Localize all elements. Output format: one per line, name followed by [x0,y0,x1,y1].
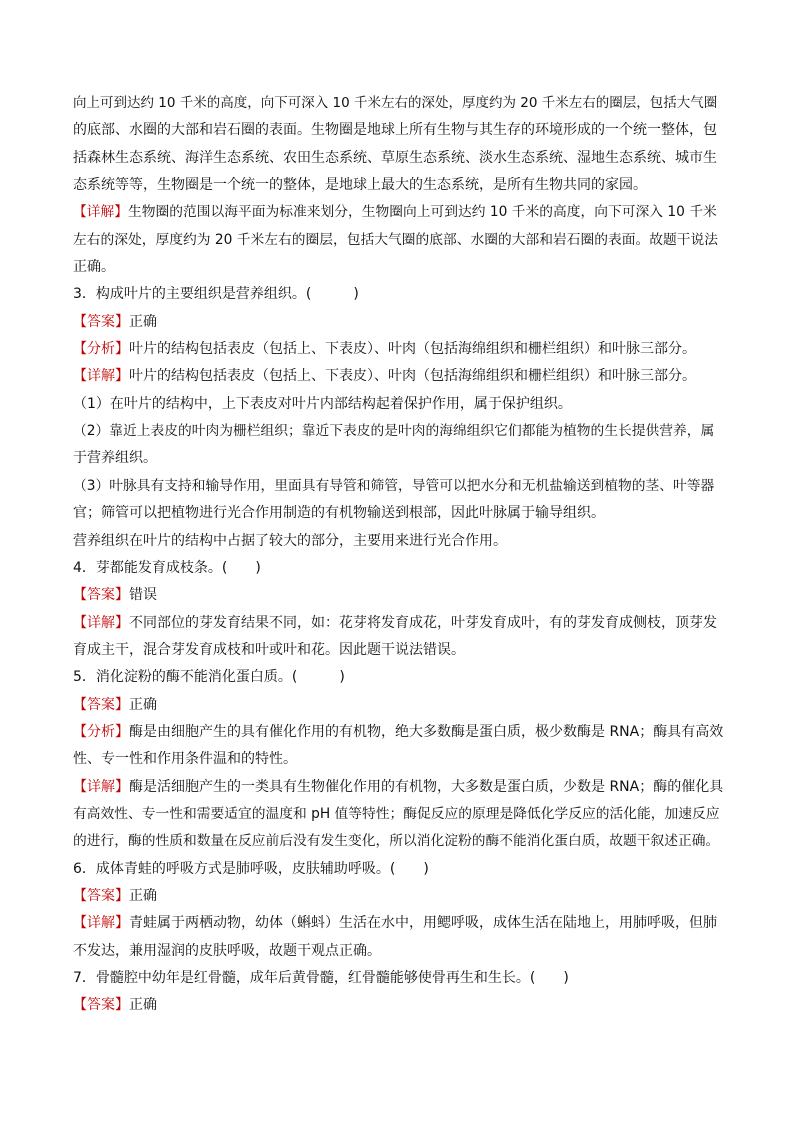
text-line [73,719,723,746]
line-text: 正确 [129,313,157,330]
text-line [73,610,723,637]
section-tag: 【详解】 [73,778,129,795]
text-line [73,664,723,691]
text-line [73,363,723,390]
line-text: 的底部、水圈的大部和岩石圈的表面。生物圈是地球上所有生物与其生存的环境形成的一个统一整体，包 [73,122,717,139]
section-tag: 【详解】 [73,368,129,385]
line-text: 3．构成叶片的主要组织是营养组织。( ) [73,286,359,303]
line-text: 叶片的结构包括表皮（包括上、下表皮）、叶肉（包括海绵组织和栅栏组织）和叶脉三部分。 [129,368,696,385]
line-text: （1）在叶片的结构中，上下表皮对叶片内部结构起着保护作用，属于保护组织。 [73,395,572,412]
text-line [73,555,723,582]
line-text: 4．芽都能发育成枝条。( ) [73,559,261,576]
line-text: 酶是由细胞产生的具有催化作用的有机物，绝大多数酶是蛋白质，极少数酶是 RNA；酶具有高效 [129,723,724,740]
line-text: 酶是活细胞产生的一类具有生物催化作用的有机物，大多数是蛋白质，少数是 RNA；酶的催化具 [129,778,724,795]
section-tag: 【答案】 [73,696,129,713]
text-line [73,582,723,609]
line-text: 正确 [129,997,157,1014]
text-line [73,90,723,117]
line-text: 不发达，兼用湿润的皮肤呼吸，故题干观点正确。 [73,942,381,959]
line-text: 青蛙属于两栖动物，幼体（蝌蚪）生活在水中，用鳃呼吸，成体生活在陆地上，用肺呼吸，但肺 [129,915,717,932]
text-line [73,281,723,308]
line-text: 于营养组织。 [73,450,157,467]
line-text: 的进行，酶的性质和数量在反应前后没有发生变化，所以消化淀粉的酶不能消化蛋白质，故题干叙述正确。 [73,833,720,850]
text-line [73,391,723,418]
text-line [73,938,723,965]
text-line [73,145,723,172]
line-text: 左右的深处，厚度约为 20 千米左右的圈层，包括大气圈的底部、水圈的大部和岩石圈的表面。故题干说法 [73,231,718,248]
line-text: 向上可到达约 10 千米的高度，向下可深入 10 千米左右的深处，厚度约为 20 千米左右的圈层，包括大气圈 [73,95,718,111]
line-text: （2）靠近上表皮的叶肉为栅栏组织；靠近下表皮的是叶肉的海绵组织它们都能为植物的生长提供营养，属 [73,423,715,440]
text-line [73,801,723,828]
text-line [73,473,723,500]
text-line [73,774,723,801]
text-line [73,199,723,226]
line-text: 官；筛管可以把植物进行光合作用制造的有机物输送到根部，因此叶脉属于输导组织。 [73,505,605,522]
section-tag: 【详解】 [73,204,129,221]
text-line [73,965,723,992]
line-text: 括森林生态系统、海洋生态系统、农田生态系统、草原生态系统、淡水生态系统、湿地生态系统、城市生 [73,149,717,166]
text-line [73,254,723,281]
line-text: 正确 [129,887,157,904]
line-text: 正确 [129,696,157,713]
line-text: 育成主干，混合芽发育成枝和叶或叶和花。因此题干说法错误。 [73,641,465,658]
line-text: 6．成体青蛙的呼吸方式是肺呼吸，皮肤辅助呼吸。( ) [73,860,429,877]
line-text: 营养组织在叶片的结构中占据了较大的部分，主要用来进行光合作用。 [73,532,507,549]
line-text: 有高效性、专一性和需要适宜的温度和 pH 值等特性；酶促反应的原理是降低化学反应的活化能，加速反应 [73,805,720,822]
text-line [73,336,723,363]
line-text: 性、专一性和作用条件温和的特性。 [73,751,297,768]
section-tag: 【答案】 [73,997,129,1014]
text-line [73,746,723,773]
line-text: 不同部位的芽发育结果不同，如：花芽将发育成花，叶芽发育成叶，有的芽发育成侧枝，顶芽发 [129,614,717,631]
text-line [73,883,723,910]
text-line [73,117,723,144]
line-text: （3）叶脉具有支持和输导作用，里面具有导管和筛管，导管可以把水分和无机盐输送到植物的茎、叶等器 [73,477,715,494]
text-line [73,172,723,199]
line-text: 叶片的结构包括表皮（包括上、下表皮）、叶肉（包括海绵组织和栅栏组织）和叶脉三部分。 [129,341,696,358]
section-tag: 【答案】 [73,313,129,330]
text-line [73,856,723,883]
line-text: 7．骨髓腔中幼年是红骨髓，成年后黄骨髓，红骨髓能够使骨再生和生长。( ) [73,970,569,986]
text-line [73,828,723,855]
text-line [73,910,723,937]
text-line [73,528,723,555]
text-line [73,692,723,719]
text-line [73,992,723,1019]
section-tag: 【分析】 [73,723,129,740]
section-tag: 【答案】 [73,887,129,904]
text-line [73,309,723,336]
line-text: 生物圈的范围以海平面为标准来划分，生物圈向上可到达约 10 千米的高度，向下可深入 10 千米 [128,204,717,221]
line-text: 正确。 [73,259,115,276]
line-text: 5．消化淀粉的酶不能消化蛋白质。( ) [73,669,345,686]
section-tag: 【分析】 [73,341,129,358]
text-line [73,637,723,664]
text-line [73,500,723,527]
text-line [73,227,723,254]
document-body [73,90,723,1020]
text-line [73,445,723,472]
section-tag: 【详解】 [73,614,129,631]
section-tag: 【详解】 [73,915,129,932]
section-tag: 【答案】 [73,587,129,604]
line-text: 态系统等等，生物圈是一个统一的整体，是地球上最大的生态系统，是所有生物共同的家园。 [73,177,647,194]
text-line [73,418,723,445]
line-text: 错误 [129,587,157,604]
